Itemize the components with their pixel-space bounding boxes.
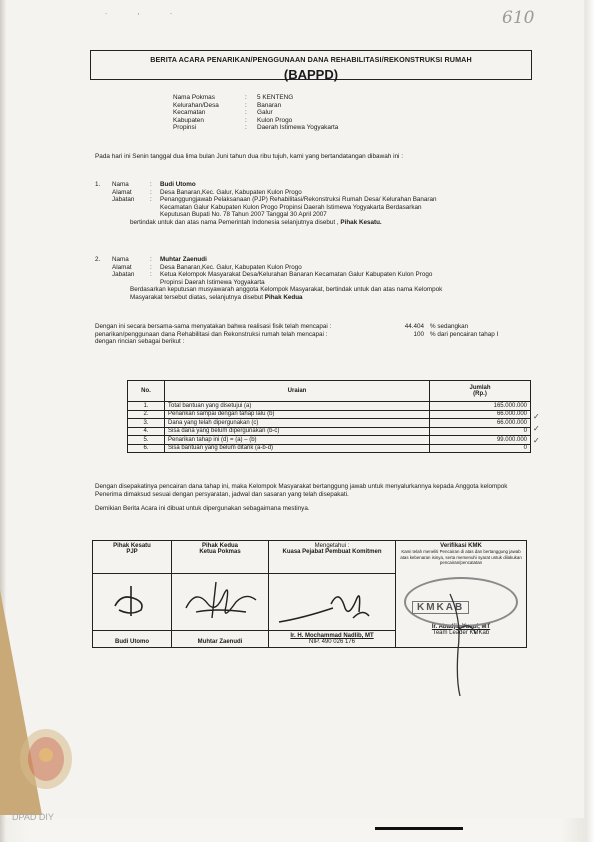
info-row: Kelurahan/Desa : Banaran: [173, 101, 282, 109]
check-mark-icon: ✓: [533, 412, 540, 421]
signature-ppk: [269, 574, 396, 631]
document-subtitle: (BAPPD): [283, 67, 339, 82]
verification-signature-icon: [440, 590, 480, 700]
archive-watermark: DPAD DIY: [12, 812, 54, 822]
emblem-watermark-icon: [18, 725, 74, 791]
intro-paragraph: Pada hari ini Senin tanggal dua lima bulan Juni tahun dua ribu tujuh, kami yang bertandatangan dibawah ini :: [95, 153, 404, 160]
table-row: 5. Penarikan tahap ini (d) = (a) – (b) 99.000.000: [128, 436, 531, 445]
pokmas-info: [173, 94, 338, 132]
table-header: No. Uraian Jumlah (Rp.): [128, 381, 531, 402]
signature-pokmas: [172, 574, 269, 631]
info-row: Propinsi : Daerah Istimewa Yogyakarta: [173, 124, 339, 132]
fund-usage-value: 100: [413, 330, 424, 338]
party-one-name: Budi Utomo: [160, 181, 196, 188]
signature-table: Pihak Kesatu PJP Pihak Kedua Ketua Pokmas Mengetahui : Kuasa Pejabat Pembuat Komitmen Verifikasi KMK Kami telah meneliti Pencairan di atas dan bertanggung jawab atas kebenaran isinya, serta memenuhi syarat untuk dilakukan pencairan/pencatatan Ir. Abadjia Yusuf, MT Team Leader KMKab Budi Utomo Muhtar Zaenudi Ir. H. Mochammad Nadlib, MT NIP. 490 026 176: [92, 540, 527, 648]
fund-table: [127, 380, 531, 453]
table-row: 1. Total bantuan yang disetujui (a) 165.000.000: [128, 402, 531, 411]
closing-text: Dengan disepakatinya pencairan dana tahap ini, maka Kelompok Masyarakat bertanggung jawab untuk menyalurkannya kepada Anggota kelompok Penerima dimaksud sesuai dengan persyaratan, jadwal dan sasaran yang telah disepakati. Demikian Berita Acara ini dibuat untuk dipergunakan sebagaimana mestinya.: [95, 483, 508, 513]
party-two: 2. Nama : Muhtar Zaenudi Alamat : Desa Banaran,Kec. Galur, Kabupaten Kulon Progo Jabatan : Ketua Kelompok Masyarakat Desa/Kelurahan Banaran Kecamatan Galur Kabupaten Kulon Progo Propinsi Daerah Istimewa Yogyakarta Berdasarkan keputusan musyawarah anggota Kelompok Masyarakat, bertindak untuk dan atas nama Kelompok Masyarakat tersebut diatas, selanjutnya disebut Pihak Kedua: [95, 256, 540, 302]
signature-icon: [273, 578, 389, 628]
physical-realization-value: 44.404: [404, 323, 424, 330]
document-title: BERITA ACARA PENARIKAN/PENGGUNAAN DANA REHABILITASI/REKONSTRUKSI RUMAH: [150, 55, 472, 64]
table-row: 2. Penarikan sampai dengan tahap lalu (b) 66.000.000: [128, 410, 531, 419]
check-mark-icon: ✓: [533, 424, 540, 433]
bottom-bar: [375, 827, 463, 830]
table-row: 4. Sisa dana yang belum dipergunakan (b-c) 0: [128, 427, 531, 436]
title-box: [90, 50, 532, 80]
scan-specks: . , .: [105, 7, 187, 16]
stamp-label: KMKAB: [412, 601, 469, 614]
info-row: Nama Pokmas : 5 KENTENG: [173, 94, 294, 101]
table-row: 3. Dana yang telah dipergunakan (c) 66.000.000: [128, 419, 531, 428]
signature-icon: [101, 580, 161, 620]
realization-statement: Dengan ini secara bersama-sama menyatakan bahwa realisasi fisik telah mencapai : 44.404 % sedangkan penarikan/penggunaan dana Rehabilitasi dan Rekonstruksi rumah telah mencapai : 100 % dari pencairan tahap I dengan rincian sebagai berikut :: [95, 323, 499, 346]
info-row: Kabupaten : Kulon Progo: [173, 116, 293, 124]
signature-icon: [176, 578, 260, 624]
handwritten-page-number: 610: [502, 8, 535, 28]
check-mark-icon: ✓: [533, 436, 540, 445]
signature-pjp: [93, 574, 172, 631]
party-two-name: Muhtar Zaenudi: [160, 256, 207, 263]
info-row: Kecamatan : Galur: [173, 109, 273, 117]
party-one: 1. Nama : Budi Utomo Alamat : Desa Banaran,Kec. Galur, Kabupaten Kulon Progo Jabatan : Penanggungjawab Pelaksanaan (PJP) Rehabilitasi/Rekonstruksi Rumah Desa/ Kelurahan Banaran Kecamatan Galur Kabupaten Kulon Progo Propinsi Daerah Istimewa Yogyakarta Berdasarkan Keputusan Bupati No. 78 Tahun 2007 Tanggal 30 April 2007 bertindak untuk dan atas nama Pemerintah Indonesia selanjutnya disebut , Pihak Kesatu.: [95, 181, 540, 227]
table-row: 6. Sisa bantuan yang belum ditarik (a-b-d) 0: [128, 444, 531, 453]
party-one-note: bertindak untuk dan atas nama Pemerintah Indonesia selanjutnya disebut , Pihak Kesatu.: [130, 218, 382, 226]
